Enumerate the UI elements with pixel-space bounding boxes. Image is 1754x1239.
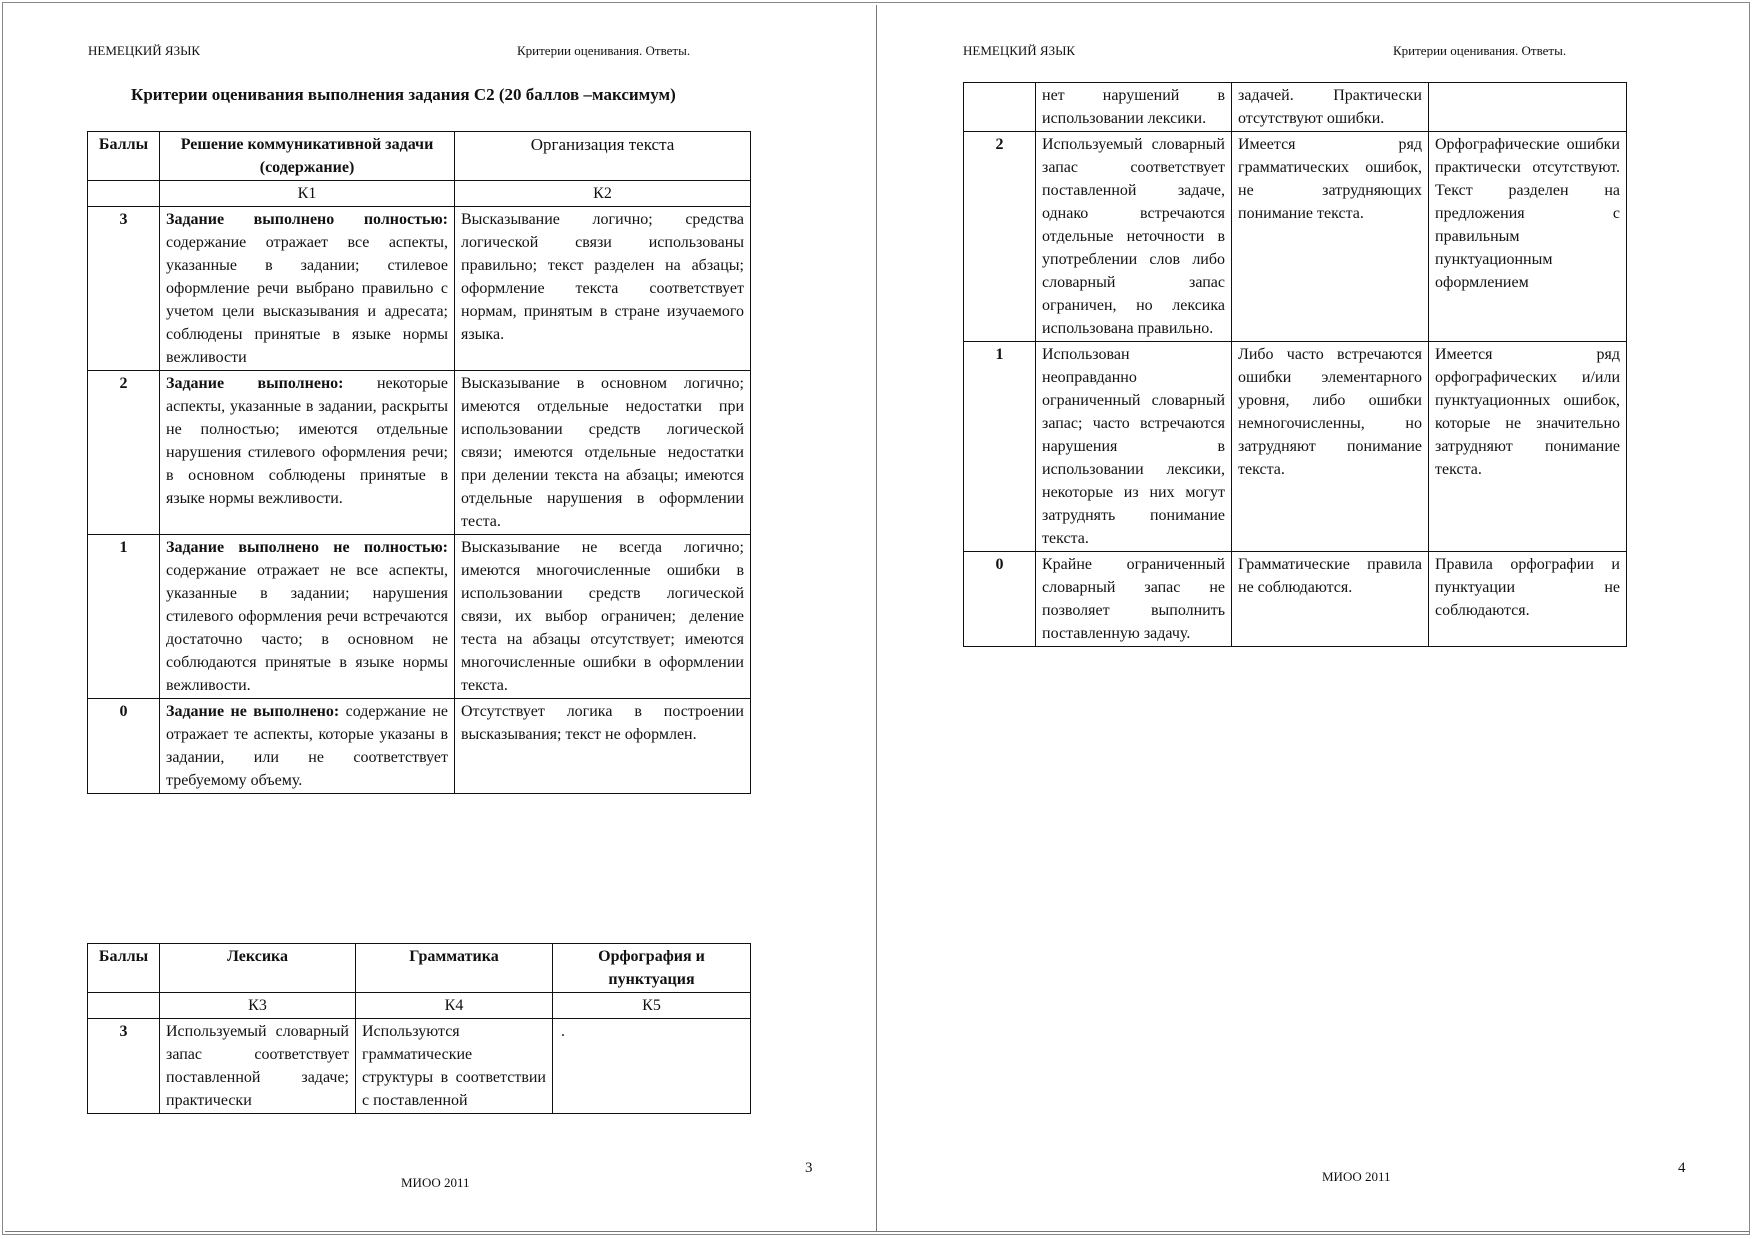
score-cell: 0 bbox=[964, 552, 1036, 647]
table-row bbox=[88, 1019, 751, 1114]
score-cell: 3 bbox=[88, 1019, 160, 1114]
table-row bbox=[964, 552, 1627, 647]
code-empty bbox=[88, 181, 160, 207]
k1-verdict: Задание выполнено: bbox=[166, 375, 344, 392]
page-4 bbox=[880, 5, 1748, 1229]
page-header-subject: НЕМЕЦКИЙ ЯЗЫК bbox=[88, 43, 201, 58]
page-header-subject: НЕМЕЦКИЙ ЯЗЫК bbox=[963, 43, 1076, 58]
k5-cell: . bbox=[553, 1019, 751, 1114]
k1-cell bbox=[160, 535, 455, 699]
page-header-section: Критерии оценивания. Ответы. bbox=[1393, 43, 1567, 58]
k1-text: содержание отражает не все аспекты, указанные в задании; нарушения стилевого оформления речи встречаются достаточно часто; в основном не соблюдаются принятые в языке нормы вежливости. bbox=[166, 562, 448, 694]
table-header-row bbox=[88, 132, 751, 181]
table-row bbox=[88, 699, 751, 794]
code-empty bbox=[88, 993, 160, 1019]
code-k2: К2 bbox=[455, 181, 751, 207]
k1-cell bbox=[160, 371, 455, 535]
k1-verdict: Задание выполнено полностью: bbox=[166, 211, 448, 228]
page-header-section: Критерии оценивания. Ответы. bbox=[517, 43, 691, 58]
bottom-border bbox=[5, 1231, 1749, 1232]
header-score: Баллы bbox=[88, 944, 160, 993]
table-row bbox=[88, 371, 751, 535]
k2-cell: Отсутствует логика в построении высказывания; текст не оформлен. bbox=[455, 699, 751, 794]
score-cell: 1 bbox=[88, 535, 160, 699]
code-k3: К3 bbox=[160, 993, 356, 1019]
header-k5: Орфография и пунктуация bbox=[553, 944, 751, 993]
k3-cell: Используемый словарный запас соответствует поставленной задаче; практически bbox=[160, 1019, 356, 1114]
code-k1: К1 bbox=[160, 181, 455, 207]
page-footer: МИОО 2011 bbox=[401, 1175, 470, 1190]
page-number: 3 bbox=[805, 1160, 813, 1176]
k1-verdict: Задание не выполнено: bbox=[166, 703, 340, 720]
k4-cell: Либо часто встречаются ошибки элементарного уровня, либо ошибки немногочисленны, но затрудняют понимание текста. bbox=[1232, 342, 1429, 552]
page-number: 4 bbox=[1678, 1160, 1686, 1176]
k5-cell: Орфографические ошибки практически отсутствуют. Текст разделен на предложения с правильным пунктуационным оформлением bbox=[1429, 132, 1627, 342]
score-cell: 2 bbox=[964, 132, 1036, 342]
k4-cell: Имеется ряд грамматических ошибок, не затрудняющих понимание текста. bbox=[1232, 132, 1429, 342]
header-k2: Организация текста bbox=[455, 132, 751, 181]
header-score: Баллы bbox=[88, 132, 160, 181]
k3-cell: Используемый словарный запас соответствует поставленной задаче, однако встречаются отдельные неточности в употреблении слов либо словарный запас ограничен, но лексика использована правильно. bbox=[1036, 132, 1232, 342]
k3-cell: Крайне ограниченный словарный запас не позволяет выполнить поставленную задачу. bbox=[1036, 552, 1232, 647]
score-cell: 2 bbox=[88, 371, 160, 535]
k2-cell: Высказывание в основном логично; имеются отдельные недостатки при использовании средств логической связи; имеются отдельные недостатки при делении текста на абзацы; имеются отдельные нарушения в оформлении теста. bbox=[455, 371, 751, 535]
k4-cell: задачей. Практически отсутствуют ошибки. bbox=[1232, 83, 1429, 132]
table-row bbox=[88, 207, 751, 371]
header-k3: Лексика bbox=[160, 944, 356, 993]
page-3 bbox=[5, 5, 873, 1229]
score-cell bbox=[964, 83, 1036, 132]
criteria-table-k3-k5 bbox=[87, 943, 751, 1114]
criteria-table-k1-k2 bbox=[87, 131, 751, 794]
table-row bbox=[88, 535, 751, 699]
table-row bbox=[964, 83, 1627, 132]
k1-text: некоторые аспекты, указанные в задании, раскрыты не полностью; имеются отдельные нарушения стилевого оформления речи; в основном соблюдены принятые в языке нормы вежливости. bbox=[166, 375, 449, 507]
k3-cell: Использован неоправданно ограниченный словарный запас; часто встречаются нарушения в использовании лексики, некоторые из них могут затруднять понимание текста. bbox=[1036, 342, 1232, 552]
codes-row bbox=[88, 993, 751, 1019]
page-title: Критерии оценивания выполнения задания С2 (20 баллов –максимум) bbox=[131, 85, 676, 104]
page-divider bbox=[876, 5, 877, 1232]
codes-row bbox=[88, 181, 751, 207]
score-cell: 3 bbox=[88, 207, 160, 371]
table-header-row bbox=[88, 944, 751, 993]
page-footer: МИОО 2011 bbox=[1322, 1169, 1391, 1184]
code-k5: К5 bbox=[553, 993, 751, 1019]
table-row bbox=[964, 342, 1627, 552]
k5-cell bbox=[1429, 83, 1627, 132]
score-cell: 1 bbox=[964, 342, 1036, 552]
k4-cell: Используются грамматические структуры в соответствии с поставленной bbox=[356, 1019, 553, 1114]
criteria-table-k3-k5-continued bbox=[963, 82, 1627, 647]
k5-cell: Имеется ряд орфографических и/или пунктуационных ошибок, которые не значительно затрудняют понимание текста. bbox=[1429, 342, 1627, 552]
k2-cell: Высказывание логично; средства логической связи использованы правильно; текст разделен на абзацы; оформление текста соответствует нормам, принятым в стране изучаемого языка. bbox=[455, 207, 751, 371]
k1-verdict: Задание выполнено не полностью: bbox=[166, 539, 448, 556]
k3-cell: нет нарушений в использовании лексики. bbox=[1036, 83, 1232, 132]
code-k4: К4 bbox=[356, 993, 553, 1019]
k1-cell bbox=[160, 699, 455, 794]
score-cell: 0 bbox=[88, 699, 160, 794]
table-row bbox=[964, 132, 1627, 342]
header-k4: Грамматика bbox=[356, 944, 553, 993]
header-k1: Решение коммуникативной задачи (содержание) bbox=[160, 132, 455, 181]
k1-text: содержание не отражает те аспекты, которые указаны в задании, или не соответствует требуемому объему. bbox=[166, 703, 448, 789]
k1-cell bbox=[160, 207, 455, 371]
k5-cell: Правила орфографии и пунктуации не соблюдаются. bbox=[1429, 552, 1627, 647]
k1-text: содержание отражает все аспекты, указанные в задании; стилевое оформление речи выбрано правильно с учетом цели высказывания и адресата; соблюдены принятые в языке нормы вежливости bbox=[166, 234, 448, 366]
k4-cell: Грамматические правила не соблюдаются. bbox=[1232, 552, 1429, 647]
k2-cell: Высказывание не всегда логично; имеются многочисленные ошибки в использовании средств логической связи, их выбор ограничен; деление теста на абзацы отсутствует; имеются многочисленные ошибки в оформлении текста. bbox=[455, 535, 751, 699]
